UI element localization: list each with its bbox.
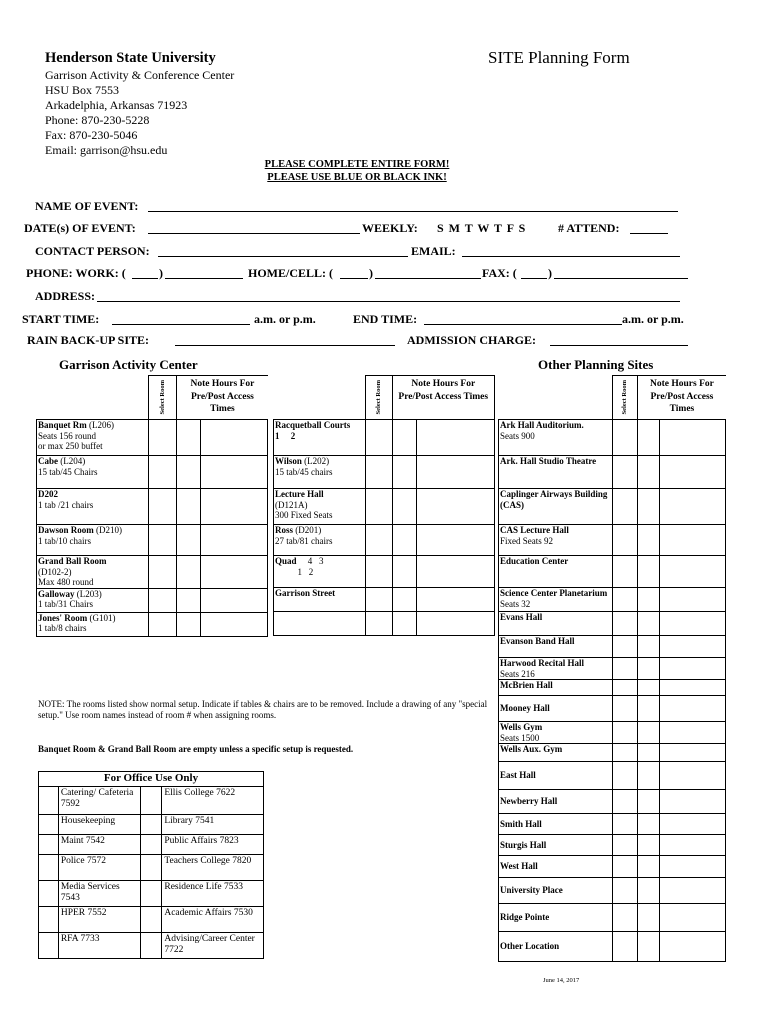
select-room-checkbox[interactable] <box>612 489 638 525</box>
post-access-field[interactable] <box>660 636 726 658</box>
phone-work-label: PHONE: WORK: ( <box>26 266 126 280</box>
table-row <box>274 588 495 612</box>
table-row: Wells Gym Seats 1500 <box>499 722 726 744</box>
room-cell: Garrison Street <box>274 588 366 612</box>
post-access-field[interactable] <box>660 420 726 456</box>
pre-access-field[interactable] <box>638 636 660 658</box>
select-room-checkbox[interactable] <box>365 456 392 489</box>
select-room-checkbox[interactable] <box>612 856 638 878</box>
room-cell: Wilson (L202) 15 tab/45 chairs <box>274 456 366 489</box>
room-cell: Ross (D201) 27 tab/81 chairs <box>274 525 366 556</box>
post-access-field[interactable] <box>201 456 268 489</box>
address-line: Fax: 870-230-5046 <box>45 128 138 142</box>
work-paren-close: ) <box>159 266 163 280</box>
table-row: Newberry Hall <box>499 790 726 814</box>
select-room-checkbox[interactable] <box>149 588 177 612</box>
pre-access-field[interactable] <box>392 612 417 636</box>
post-access-field[interactable] <box>660 612 726 636</box>
contact-person-field[interactable] <box>158 256 408 257</box>
admission-charge-field[interactable] <box>550 345 688 346</box>
select-room-checkbox[interactable] <box>149 525 177 556</box>
pre-access-field[interactable] <box>638 932 660 962</box>
address-label: ADDRESS: <box>35 289 96 303</box>
table-row: Other Location <box>499 932 726 962</box>
office-checkbox[interactable] <box>140 854 162 880</box>
select-room-checkbox[interactable] <box>612 525 638 556</box>
table-row: Smith Hall <box>499 814 726 835</box>
pre-access-field[interactable] <box>638 456 660 489</box>
banquet-note: Banquet Room & Grand Ball Room are empty unless a specific setup is requested. <box>38 744 354 754</box>
post-access-field[interactable] <box>201 588 268 612</box>
post-access-field[interactable] <box>660 680 726 696</box>
post-access-field[interactable] <box>660 525 726 556</box>
name-of-event-field[interactable] <box>148 211 678 212</box>
select-room-checkbox[interactable] <box>612 612 638 636</box>
post-access-field[interactable] <box>660 790 726 814</box>
select-room-checkbox[interactable] <box>612 556 638 588</box>
pre-access-field[interactable] <box>638 489 660 525</box>
pre-access-field[interactable] <box>638 696 660 722</box>
start-time-field[interactable] <box>112 324 250 325</box>
middle-rooms-table <box>273 375 495 636</box>
dates-of-event-field[interactable] <box>148 233 360 234</box>
form-title: SITE Planning Form <box>488 48 630 67</box>
end-am-pm[interactable]: a.m. or p.m. <box>622 312 684 326</box>
room-cell: D202 1 tab /21 chairs <box>37 489 149 525</box>
name-of-event-label: NAME OF EVENT: <box>35 199 139 213</box>
room-cell: Cabe (L204) 15 tab/45 Chairs <box>37 456 149 489</box>
note-hours-header: Note Hours For Pre/Post Access Times <box>638 376 726 420</box>
rain-backup-field[interactable] <box>175 345 395 346</box>
office-dept: Residence Life 7533 <box>162 880 264 906</box>
dates-of-event-label: DATE(s) OF EVENT: <box>24 221 136 235</box>
select-room-checkbox[interactable] <box>149 489 177 525</box>
select-room-checkbox[interactable] <box>149 556 177 589</box>
office-dept: Academic Affairs 7530 <box>162 906 264 932</box>
post-access-field[interactable] <box>660 744 726 762</box>
table-row: Evanson Band Hall <box>499 636 726 658</box>
office-dept: Teachers College 7820 <box>162 854 264 880</box>
select-room-checkbox[interactable] <box>612 835 638 856</box>
office-checkbox[interactable] <box>39 834 59 854</box>
room-cell: Lecture Hall (D121A) 300 Fixed Seats <box>274 489 366 525</box>
revision-date: June 14, 2017 <box>543 977 580 984</box>
garrison-section-title: Garrison Activity Center <box>59 357 198 372</box>
end-time-label: END TIME: <box>353 312 418 326</box>
pre-access-field[interactable] <box>392 420 417 456</box>
table-header-row <box>499 376 726 420</box>
room-cell: Grand Ball Room (D102-2) Max 480 round <box>37 556 149 589</box>
table-row <box>37 612 268 636</box>
pre-access-field[interactable] <box>638 722 660 744</box>
office-checkbox[interactable] <box>140 906 162 932</box>
table-row <box>39 854 264 880</box>
select-room-checkbox[interactable] <box>365 420 392 456</box>
post-access-field[interactable] <box>660 878 726 904</box>
room-cell: Racquetball Courts 1 2 <box>274 420 366 456</box>
select-room-checkbox[interactable] <box>612 790 638 814</box>
fax-label: FAX: ( <box>482 266 517 280</box>
post-access-field[interactable] <box>417 489 495 525</box>
university-name: Henderson State University <box>45 50 216 66</box>
select-room-checkbox[interactable] <box>612 878 638 904</box>
pre-access-field[interactable] <box>638 588 660 612</box>
post-access-field[interactable] <box>660 658 726 680</box>
office-checkbox[interactable] <box>39 932 59 958</box>
note-label: NOTE <box>38 699 62 709</box>
table-row <box>37 588 268 612</box>
contact-person-label: CONTACT PERSON: <box>35 244 150 258</box>
office-checkbox[interactable] <box>140 880 162 906</box>
office-checkbox[interactable] <box>39 786 59 814</box>
post-access-field[interactable] <box>660 835 726 856</box>
pre-access-field[interactable] <box>177 489 201 525</box>
notice-complete: PLEASE COMPLETE ENTIRE FORM! <box>264 159 450 170</box>
select-room-checkbox[interactable] <box>612 588 638 612</box>
pre-access-field[interactable] <box>392 556 417 588</box>
pre-access-field[interactable] <box>638 856 660 878</box>
office-checkbox[interactable] <box>140 814 162 834</box>
table-row <box>274 525 495 556</box>
post-access-field[interactable] <box>660 932 726 962</box>
select-room-checkbox[interactable] <box>612 696 638 722</box>
attend-field[interactable] <box>630 233 668 234</box>
fax-field[interactable] <box>554 278 688 279</box>
select-room-checkbox[interactable] <box>365 525 392 556</box>
fax-paren-close: ) <box>548 266 552 280</box>
table-row: McBrien Hall <box>499 680 726 696</box>
table-row: Ark. Hall Studio Theatre <box>499 456 726 489</box>
pre-access-field[interactable] <box>638 420 660 456</box>
home-paren-close: ) <box>369 266 373 280</box>
pre-access-field[interactable] <box>638 904 660 932</box>
office-checkbox[interactable] <box>39 906 59 932</box>
post-access-field[interactable] <box>660 456 726 489</box>
room-cell: Jones' Room (G101) 1 tab/8 chairs <box>37 612 149 636</box>
select-room-checkbox[interactable] <box>149 420 177 456</box>
post-access-field[interactable] <box>660 489 726 525</box>
table-row: West Hall <box>499 856 726 878</box>
table-row <box>274 556 495 588</box>
post-access-field[interactable] <box>201 489 268 525</box>
post-access-field[interactable] <box>417 556 495 588</box>
post-access-field[interactable] <box>417 525 495 556</box>
table-row <box>39 932 264 958</box>
post-access-field[interactable] <box>660 856 726 878</box>
table-row: Evans Hall <box>499 612 726 636</box>
select-room-checkbox[interactable] <box>612 658 638 680</box>
pre-access-field[interactable] <box>638 878 660 904</box>
pre-access-field[interactable] <box>177 588 201 612</box>
room-cell: Dawson Room (D210) 1 tab/10 chairs <box>37 525 149 556</box>
table-row: Ridge Pointe <box>499 904 726 932</box>
post-access-field[interactable] <box>417 420 495 456</box>
select-room-checkbox[interactable] <box>612 722 638 744</box>
select-room-checkbox[interactable] <box>365 556 392 588</box>
select-room-checkbox[interactable] <box>612 904 638 932</box>
home-cell-label: HOME/CELL: ( <box>248 266 334 280</box>
office-checkbox[interactable] <box>39 814 59 834</box>
end-time-field[interactable] <box>424 324 622 325</box>
office-checkbox[interactable] <box>140 834 162 854</box>
table-row: Sturgis Hall <box>499 835 726 856</box>
office-dept: Police 7572 <box>58 854 140 880</box>
pre-access-field[interactable] <box>638 525 660 556</box>
select-room-checkbox[interactable] <box>365 588 392 612</box>
table-row: Science Center Planetarium Seats 32 <box>499 588 726 612</box>
table-row: Caplinger Airways Building (CAS) <box>499 489 726 525</box>
office-checkbox[interactable] <box>39 880 59 906</box>
post-access-field[interactable] <box>417 612 495 636</box>
office-dept: Media Services 7543 <box>58 880 140 906</box>
address-field[interactable] <box>97 301 680 302</box>
table-header-row <box>37 376 268 420</box>
pre-access-field[interactable] <box>638 680 660 696</box>
pre-access-field[interactable] <box>177 456 201 489</box>
email-field[interactable] <box>462 256 680 257</box>
garrison-rooms-table <box>36 375 268 637</box>
office-dept: RFA 7733 <box>58 932 140 958</box>
post-access-field[interactable] <box>660 588 726 612</box>
table-row <box>274 456 495 489</box>
office-use-table <box>38 771 264 959</box>
select-room-checkbox[interactable] <box>612 420 638 456</box>
post-access-field[interactable] <box>660 762 726 790</box>
note-hours-header: Note Hours For Pre/Post Access Times <box>177 376 268 420</box>
pre-access-field[interactable] <box>392 456 417 489</box>
table-row <box>39 786 264 814</box>
address-line: Email: garrison@hsu.edu <box>45 143 168 157</box>
post-access-field[interactable] <box>660 722 726 744</box>
pre-access-field[interactable] <box>638 790 660 814</box>
note-text: : The rooms listed show normal setup. Indicate if tables & chairs are to be removed. Include a drawing of any "special setup." Use room names instead of room # when assigning rooms. <box>38 699 488 720</box>
select-room-header: Select Room <box>612 376 638 420</box>
table-row <box>37 556 268 589</box>
attend-label: # ATTEND: <box>558 221 620 235</box>
table-row <box>37 456 268 489</box>
select-room-checkbox[interactable] <box>149 612 177 636</box>
table-row: University Place <box>499 878 726 904</box>
table-row: Ark Hall Auditorium. Seats 900 <box>499 420 726 456</box>
room-cell: Banquet Rm (L206) Seats 156 round or max 250 buffet <box>37 420 149 456</box>
work-phone-field[interactable] <box>165 278 243 279</box>
address-line: HSU Box 7553 <box>45 83 120 97</box>
pre-access-field[interactable] <box>638 556 660 588</box>
pre-access-field[interactable] <box>638 762 660 790</box>
admission-charge-label: ADMISSION CHARGE: <box>407 333 537 347</box>
table-row: Education Center <box>499 556 726 588</box>
post-access-field[interactable] <box>660 814 726 835</box>
fax-area-code-field[interactable] <box>521 278 547 279</box>
table-row <box>37 525 268 556</box>
other-sites-section-title: Other Planning Sites <box>538 357 654 372</box>
table-row <box>37 489 268 525</box>
note-hours-header: Note Hours For Pre/Post Access Times <box>392 376 494 420</box>
table-row: Mooney Hall <box>499 696 726 722</box>
post-access-field[interactable] <box>660 904 726 932</box>
post-access-field[interactable] <box>201 525 268 556</box>
room-cell: Quad 4 3 1 2 <box>274 556 366 588</box>
table-header-row <box>274 376 495 420</box>
room-cell: Galloway (L203) 1 tab/31 Chairs <box>37 588 149 612</box>
table-row <box>37 420 268 456</box>
pre-access-field[interactable] <box>638 612 660 636</box>
office-dept: HPER 7552 <box>58 906 140 932</box>
select-room-checkbox[interactable] <box>612 932 638 962</box>
pre-access-field[interactable] <box>177 420 201 456</box>
pre-access-field[interactable] <box>392 588 417 612</box>
notice-block <box>0 158 714 184</box>
room-setup-note <box>38 699 490 721</box>
rain-backup-label: RAIN BACK-UP SITE: <box>27 333 150 347</box>
select-room-checkbox[interactable] <box>612 636 638 658</box>
table-row <box>274 489 495 525</box>
select-room-checkbox[interactable] <box>365 489 392 525</box>
address-line: Arkadelphia, Arkansas 71923 <box>45 98 188 112</box>
office-use-title: For Office Use Only <box>39 772 264 787</box>
pre-access-field[interactable] <box>392 489 417 525</box>
office-dept: Public Affairs 7823 <box>162 834 264 854</box>
table-row: East Hall <box>499 762 726 790</box>
office-checkbox[interactable] <box>140 932 162 958</box>
table-row: Wells Aux. Gym <box>499 744 726 762</box>
table-row <box>274 420 495 456</box>
post-access-field[interactable] <box>201 420 268 456</box>
home-area-code-field[interactable] <box>340 278 368 279</box>
select-room-checkbox[interactable] <box>612 744 638 762</box>
select-room-header: Select Room <box>149 376 177 420</box>
pre-access-field[interactable] <box>177 556 201 589</box>
post-access-field[interactable] <box>660 556 726 588</box>
post-access-field[interactable] <box>201 612 268 636</box>
office-dept: Library 7541 <box>162 814 264 834</box>
table-row <box>39 880 264 906</box>
post-access-field[interactable] <box>417 588 495 612</box>
start-am-pm[interactable]: a.m. or p.m. <box>254 312 316 326</box>
office-dept: Catering/ Cafeteria 7592 <box>58 786 140 814</box>
pre-access-field[interactable] <box>177 525 201 556</box>
home-phone-field[interactable] <box>375 278 481 279</box>
table-row: CAS Lecture Hall Fixed Seats 92 <box>499 525 726 556</box>
select-room-checkbox[interactable] <box>612 680 638 696</box>
office-dept: Housekeeping <box>58 814 140 834</box>
office-checkbox[interactable] <box>39 854 59 880</box>
weekday-selector[interactable]: S M T W T F S <box>437 221 527 235</box>
weekly-label: WEEKLY: <box>362 221 418 235</box>
post-access-field[interactable] <box>417 456 495 489</box>
office-dept: Maint 7542 <box>58 834 140 854</box>
pre-access-field[interactable] <box>638 814 660 835</box>
pre-access-field[interactable] <box>177 612 201 636</box>
room-cell <box>274 612 366 636</box>
work-area-code-field[interactable] <box>132 278 158 279</box>
select-room-checkbox[interactable] <box>149 456 177 489</box>
select-room-checkbox[interactable] <box>365 612 392 636</box>
start-time-label: START TIME: <box>22 312 100 326</box>
address-line: Garrison Activity & Conference Center <box>45 68 235 82</box>
select-room-checkbox[interactable] <box>612 814 638 835</box>
office-checkbox[interactable] <box>140 786 162 814</box>
contact-address-block <box>45 68 234 158</box>
table-row: Harwood Recital Hall Seats 216 <box>499 658 726 680</box>
other-sites-table <box>498 375 726 962</box>
table-row <box>274 612 495 636</box>
table-row <box>39 834 264 854</box>
select-room-checkbox[interactable] <box>612 456 638 489</box>
post-access-field[interactable] <box>660 696 726 722</box>
post-access-field[interactable] <box>201 556 268 589</box>
select-room-header: Select Room <box>365 376 392 420</box>
pre-access-field[interactable] <box>392 525 417 556</box>
address-line: Phone: 870-230-5228 <box>45 113 150 127</box>
table-row <box>39 814 264 834</box>
email-label: EMAIL: <box>411 244 456 258</box>
pre-access-field[interactable] <box>638 744 660 762</box>
office-dept: Advising/Career Center 7722 <box>162 932 264 958</box>
select-room-checkbox[interactable] <box>612 762 638 790</box>
pre-access-field[interactable] <box>638 835 660 856</box>
pre-access-field[interactable] <box>638 658 660 680</box>
notice-ink: PLEASE USE BLUE OR BLACK INK! <box>267 172 447 183</box>
office-dept: Ellis College 7622 <box>162 786 264 814</box>
table-row <box>39 906 264 932</box>
